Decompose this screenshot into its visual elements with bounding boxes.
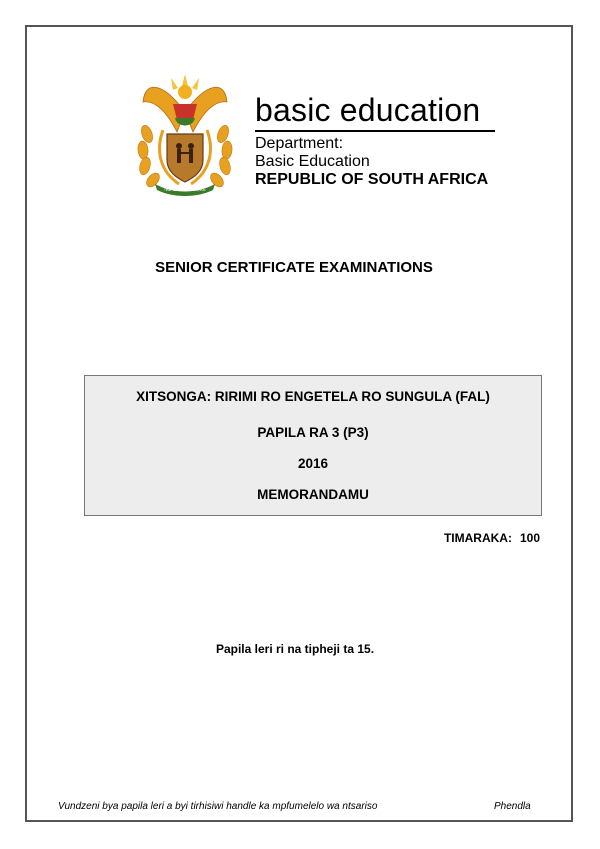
doc-type-line: MEMORANDAMU xyxy=(257,487,369,502)
page-count-note xyxy=(0,642,600,656)
crest-motto: !KE E: /XARRA //KE xyxy=(164,188,206,193)
coat-of-arms-logo xyxy=(133,72,237,196)
footer-turn-over: Phendla xyxy=(494,801,531,812)
marks-label: TIMARAKA: xyxy=(443,531,512,545)
department-block xyxy=(255,135,488,189)
exam-info-box xyxy=(84,375,542,516)
subject-line: XITSONGA: RIRIMI RO ENGETELA RO SUNGULA (FAL) xyxy=(136,389,490,404)
marks-value: 100 xyxy=(519,531,540,545)
brand-title: basic education xyxy=(255,92,481,128)
year-line: 2016 xyxy=(297,456,329,471)
paper-line: PAPILA RA 3 (P3) xyxy=(257,425,369,440)
department-line2: Basic Education xyxy=(255,153,370,170)
total-marks xyxy=(444,531,540,545)
footer-copyright-note: Vundzeni bya papila leri a byi tirhisiwi handle ka mpfumelelo wa ntsariso xyxy=(58,801,378,812)
brand-underline xyxy=(255,130,495,132)
exam-heading xyxy=(0,259,600,276)
country-name: REPUBLIC OF SOUTH AFRICA xyxy=(255,171,489,188)
page-count-text: Papila leri ri na tipheji ta 15. xyxy=(215,642,375,656)
exam-heading-text: SENIOR CERTIFICATE EXAMINATIONS xyxy=(155,259,433,276)
department-line1: Department: xyxy=(255,135,344,152)
